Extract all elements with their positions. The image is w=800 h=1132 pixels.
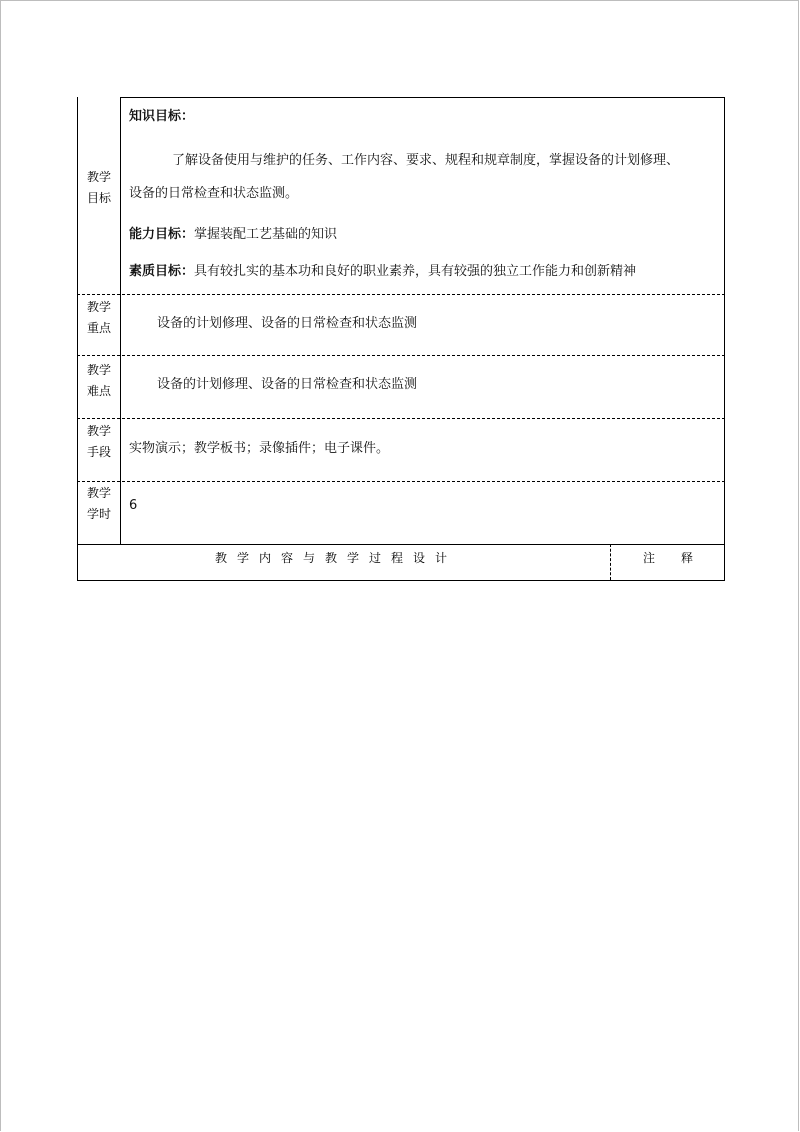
footer-top-border (77, 544, 725, 545)
quality-objective (129, 260, 636, 279)
heading-text: 能力目标： (129, 227, 195, 242)
difficult-points-label (77, 360, 121, 402)
label-line: 重点 (86, 321, 111, 335)
hours-label (77, 483, 121, 525)
key-points-text: 设备的计划修理、设备的日常检查和状态监测 (157, 316, 418, 331)
difficult-points-text: 设备的计划修理、设备的日常检查和状态监测 (157, 377, 418, 392)
notes-title: 注释 (643, 551, 720, 565)
ability-objective (129, 223, 337, 242)
key-points-label (77, 297, 121, 339)
label-line: 教学 (86, 424, 111, 438)
lesson-plan-table (77, 97, 725, 581)
body-text: 具有较扎实的基本功和良好的职业素养，具有较强的独立工作能力和创新精神 (194, 264, 637, 279)
row-separator (77, 294, 725, 295)
row-separator (77, 481, 725, 482)
label-line: 学时 (86, 507, 111, 521)
heading-text: 知识目标： (129, 109, 195, 124)
label-line: 教学 (86, 300, 111, 314)
footer-divider (610, 544, 611, 580)
label-line: 教学 (86, 486, 111, 500)
heading-text: 素质目标： (129, 264, 195, 279)
objectives-label (77, 167, 121, 209)
label-line: 手段 (86, 445, 111, 459)
body-text: 掌握装配工艺基础的知识 (194, 227, 338, 242)
row-separator (77, 355, 725, 356)
knowledge-line-2: 设备的日常检查和状态监测。 (129, 186, 299, 201)
label-line: 教学 (86, 363, 111, 377)
label-line: 教学 (86, 170, 111, 184)
row-separator (77, 418, 725, 419)
knowledge-line-1: 了解设备使用与维护的任务、工作内容、要求、规程和规章制度，掌握设备的计划修理、 (172, 153, 680, 168)
hours-text: 6 (129, 498, 138, 513)
label-line: 难点 (86, 384, 111, 398)
table-right-border (724, 97, 725, 581)
table-bottom-border (77, 580, 725, 581)
knowledge-heading (129, 105, 194, 124)
methods-text: 实物演示；教学板书；录像插件；电子课件。 (129, 441, 390, 456)
table-top-border (120, 97, 725, 98)
methods-label (77, 421, 121, 463)
label-line: 目标 (86, 191, 111, 205)
design-title: 教学内容与教学过程设计 (215, 551, 458, 565)
